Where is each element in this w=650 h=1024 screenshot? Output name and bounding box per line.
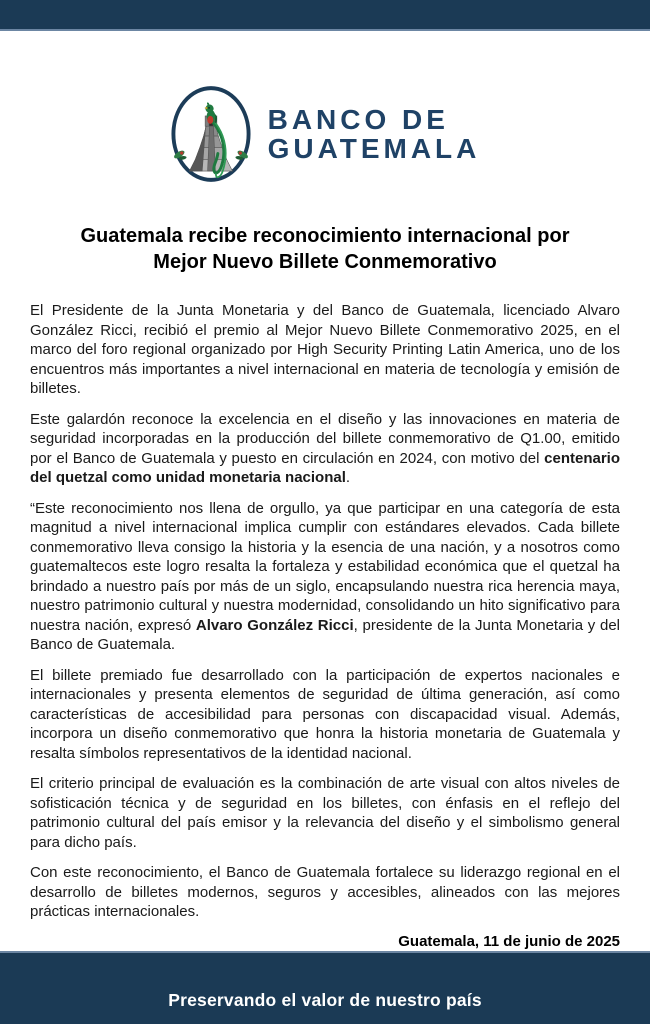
wordmark-line1: BANCO DE <box>267 104 449 135</box>
paragraph-2-bold: centenario del quetzal como unidad monetaria nacional <box>30 449 620 486</box>
paragraph-1: El Presidente de la Junta Monetaria y del Banco de Guatemala, licenciado Alvaro González Ricci, recibió el premio al Mejor Nuevo Billete Conmemorativo 2025, en el marco del foro regional organizado por High Security Printing Latin America, uno de los encuentros más importantes a nivel internacional en materia de tecnología y emisión de billetes. <box>30 302 620 397</box>
paragraph-2-text: Este galardón reconoce la excelencia en el diseño y las innovaciones en materia de seguridad incorporadas en la producción del billete conmemorativo de Q1.00, emitido por el Banco de Guatemala y puesto en circulación en 2024, con motivo del <box>30 410 620 467</box>
paragraph-4: El billete premiado fue desarrollado con la participación de expertos nacionales e internacionales y presenta elementos de seguridad de última generación, así como características de accesibilidad para personas con discapacidad visual. Además, incorpora un diseño conmemorativo que honra la historia monetaria de Guatemala y resalta símbolos representativos de la identidad nacional. <box>30 666 620 762</box>
paragraph-3-text: “Este reconocimiento nos llena de orgullo, ya que participar en una categoría de esta magnitud a nivel internacional implica cumplir con estándares elevados. Cada billete conmemorativo lleva consigo la historia y la esencia de una nación, y a nosotros como guatemaltecos este logro resalta la fortaleza y estabilidad económica que el quetzal ha brindado a nuestro país por más de un siglo, encapsulando nuestra rica herencia maya, nuestro patrimonio cultural y nuestra modernidad, consolidando un hito significativo para nuestra nación, expresó <box>30 499 620 634</box>
masthead <box>0 85 650 183</box>
headline-line2: Mejor Nuevo Billete Conmemorativo <box>153 251 497 273</box>
dateline: Guatemala, 11 de junio de 2025 <box>398 932 620 950</box>
paragraph-6: Con este reconocimiento, el Banco de Guatemala fortalece su liderazgo regional en el desarrollo de billetes modernos, seguros y accesibles, alineados con las mejores prácticas internacionales. <box>30 864 620 920</box>
footer-band <box>0 951 650 1024</box>
bank-wordmark <box>268 105 481 163</box>
paragraph-3-tail: , presidente de la Junta Monetaria y del Banco de Guatemala. <box>30 616 620 653</box>
paragraph-3-bold: Alvaro González Ricci <box>195 616 354 634</box>
headline-line1: Guatemala recibe reconocimiento internacional por <box>80 225 570 247</box>
wordmark-line2: GUATEMALA <box>267 133 481 164</box>
paragraph-5: El criterio principal de evaluación es la combinación de arte visual con altos niveles de sofisticación técnica y de seguridad en los billetes, con énfasis en el reflejo del patrimonio cultural del país emisor y la relevancia del diseño y el simbolismo general para dicho país. <box>30 775 620 851</box>
paragraph-3 <box>30 499 620 655</box>
paragraph-2 <box>30 410 620 488</box>
quetzal-emblem-icon <box>170 85 252 183</box>
top-accent-bar <box>0 0 650 31</box>
paragraph-2-period: . <box>345 469 351 486</box>
press-release-body <box>0 223 650 950</box>
headline <box>30 223 620 275</box>
footer-slogan: Preservando el valor de nuestro país <box>168 990 482 1010</box>
